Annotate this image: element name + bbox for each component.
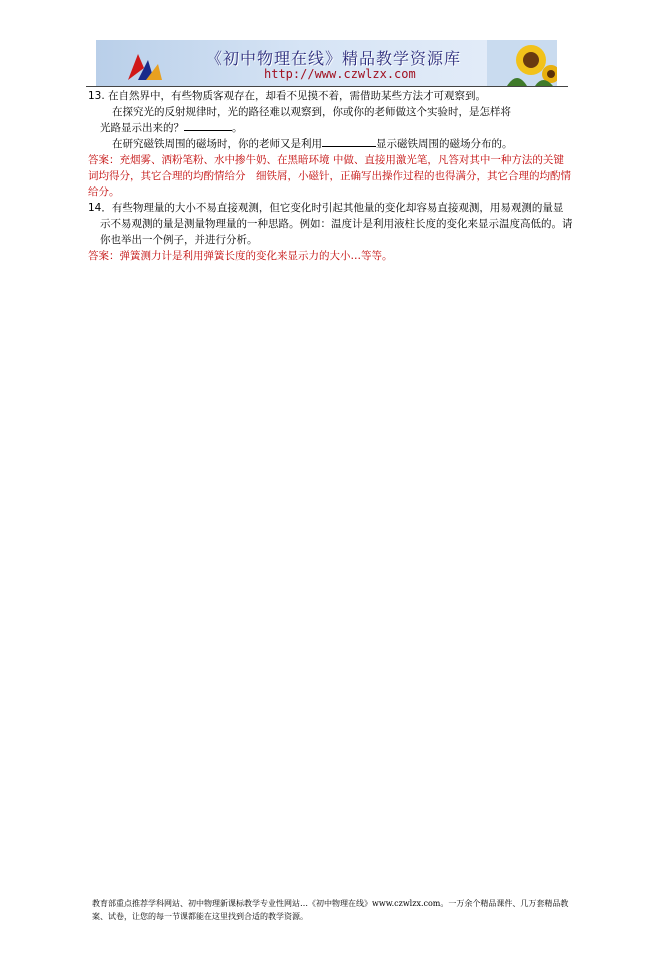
- header-divider: [86, 86, 568, 87]
- header-banner: [96, 40, 557, 86]
- q13-answer: 答案：充烟雾、洒粉笔粉、水中掺牛奶、在黑暗环境 中做、直接用激光笔，凡答对其中一种方法的关键词均得分，其它合理的均酌情给分 细铁屑，小磁针，正确写出操作过程的也得满分，其它合理的均酌情给分。: [88, 154, 571, 198]
- q14-answer: 答案：弹簧测力计是利用弹簧长度的变化来显示力的大小…等等。: [88, 250, 393, 262]
- page-footer: 教育部重点推荐学科网站、初中物理新课标教学专业性网站…《初中物理在线》www.czwlzx.com。一万余个精品课件、几万套精品教案、试卷，让您的每一节课都能在这里找到合适的教学资源。: [92, 899, 569, 921]
- site-logo-icon: [124, 50, 164, 82]
- q13-line3: [88, 120, 573, 136]
- answer-blank-2: [322, 136, 376, 147]
- q13-line3-end: 。: [232, 122, 243, 134]
- q13-line3-text: 光路显示出来的？: [100, 122, 184, 134]
- q13-line4-text: 在研究磁铁周围的磁场时，你的老师又是利用: [112, 138, 322, 150]
- q13-line1: 13. 在自然界中，有些物质客观存在，却看不见摸不着，需借助某些方法才可观察到。: [88, 90, 487, 102]
- banner-title: 《初中物理在线》精品教学资源库: [206, 49, 462, 68]
- q13-line2: 在探究光的反射规律时，光的路径难以观察到，你或你的老师做这个实验时，是怎样将: [112, 106, 511, 118]
- answer-blank-1: [184, 120, 232, 131]
- sunflower-icon: [487, 40, 557, 86]
- q14-text: 14．有些物理量的大小不易直接观测，但它变化时引起其他量的变化却容易直接观测，用易观测的量显示不易观测的量是测量物理量的一种思路。例如：温度计是利用液柱长度的变化来显示温度高低的。请你也举出一个例子，并进行分析。: [88, 202, 573, 246]
- document-body: [88, 88, 573, 264]
- q13-line4: [88, 136, 573, 152]
- q13-line4-end: 显示磁铁周围的磁场分布的。: [376, 138, 513, 150]
- banner-url: http://www.czwlzx.com: [264, 67, 416, 81]
